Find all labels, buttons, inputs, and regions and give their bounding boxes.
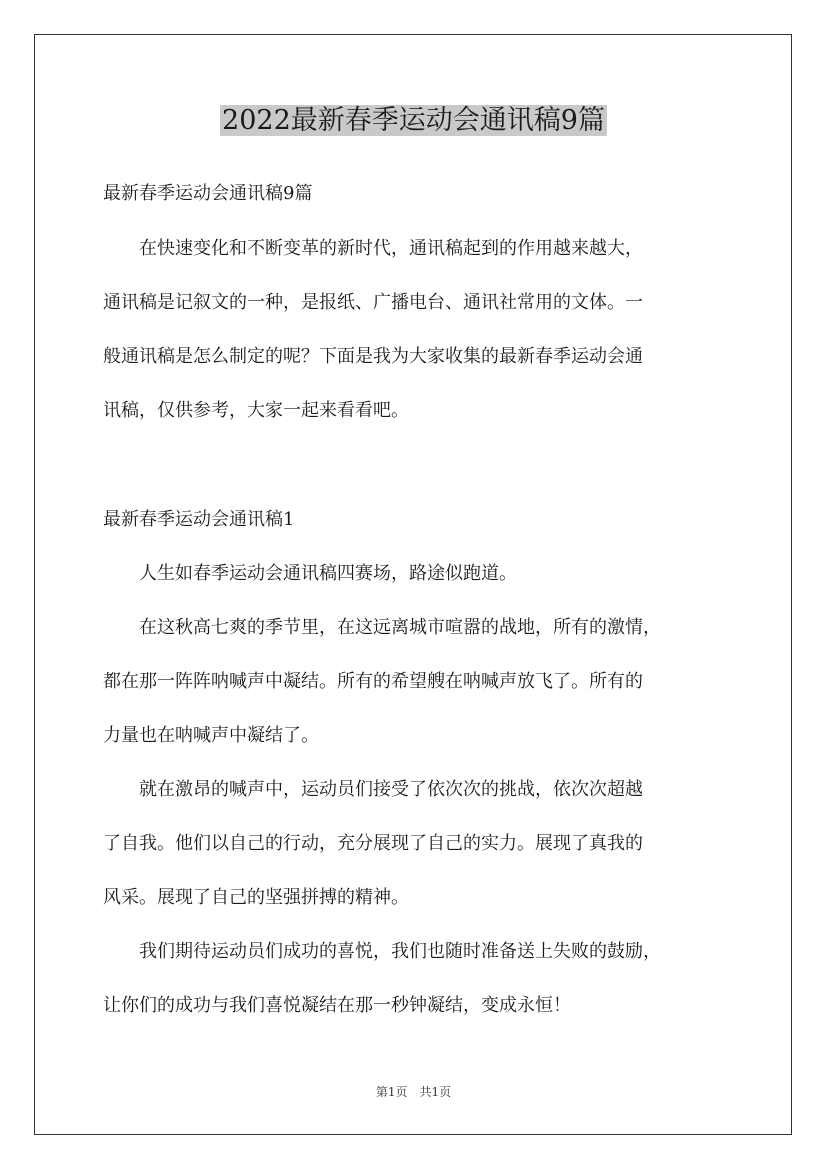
paragraph-line: 都在那一阵阵呐喊声中凝结。所有的希望艘在呐喊声放飞了。所有的 [103, 671, 643, 692]
document-title [0, 100, 827, 142]
paragraph-line: 我们期待运动员们成功的喜悦，我们也随时准备送上失败的鼓励， [103, 941, 661, 962]
intro-heading: 最新春季运动会通讯稿9篇 [103, 183, 313, 204]
section-heading: 最新春季运动会通讯稿1 [103, 509, 295, 530]
paragraph-line: 在这秋高七爽的季节里，在这远离城市喧嚣的战地，所有的激情， [103, 617, 661, 638]
paragraph-line: 在快速变化和不断变革的新时代，通讯稿起到的作用越来越大， [103, 238, 643, 259]
paragraph-line: 让你们的成功与我们喜悦凝结在那一秒钟凝结，变成永恒！ [103, 995, 571, 1016]
paragraph-line: 讯稿，仅供参考，大家一起来看看吧。 [103, 400, 409, 421]
paragraph-line: 就在激昂的喊声中，运动员们接受了依次次的挑战，依次次超越 [103, 779, 643, 800]
paragraph-line: 风采。展现了自己的坚强拼搏的精神。 [103, 887, 409, 908]
paragraph-line: 力量也在呐喊声中凝结了。 [103, 725, 319, 746]
document-title-text: 2022最新春季运动会通讯稿9篇 [222, 105, 605, 136]
paragraph-line: 通讯稿是记叙文的一种，是报纸、广播电台、通讯社常用的文体。一 [103, 292, 643, 313]
paragraph-line: 了自我。他们以自己的行动，充分展现了自己的实力。展现了真我的 [103, 833, 643, 854]
paragraph-line: 人生如春季运动会通讯稿四赛场，路途似跑道。 [103, 563, 517, 584]
page-number-footer: 第1页 共1页 [375, 1085, 452, 1099]
paragraph-line: 般通讯稿是怎么制定的呢？下面是我为大家收集的最新春季运动会通 [103, 346, 643, 367]
